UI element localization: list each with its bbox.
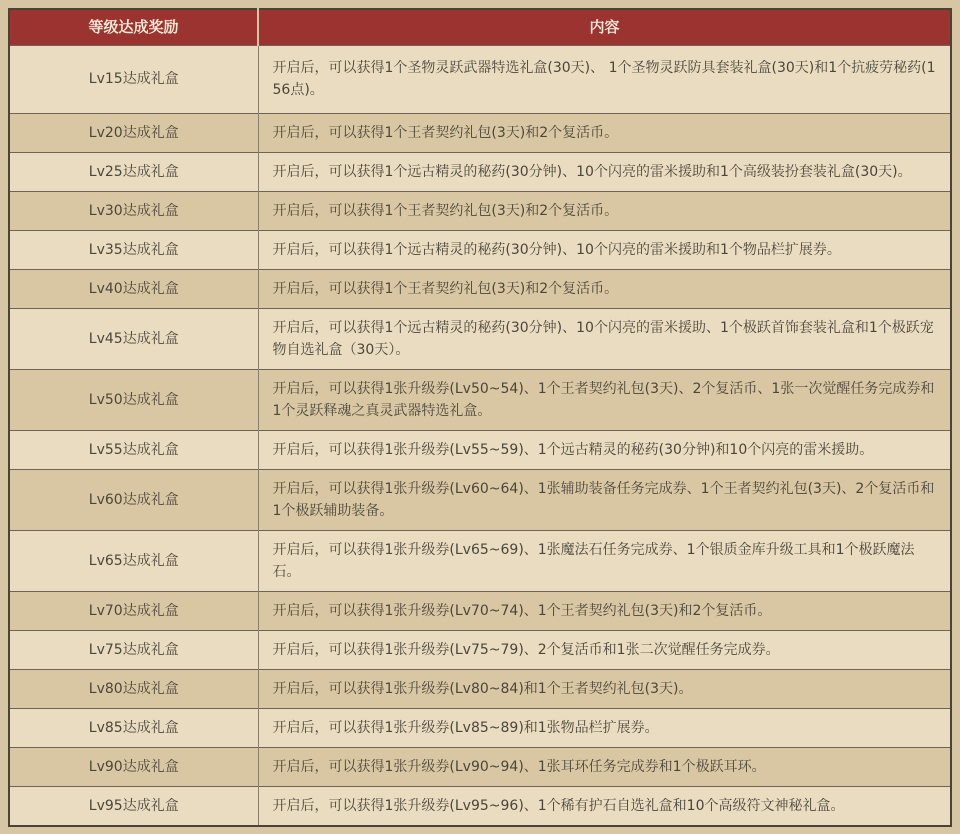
table-row bbox=[9, 114, 951, 153]
content-cell: 开启后，可以获得1张升级券(Lv90~94)、1张耳环任务完成券和1个极跃耳环。 bbox=[258, 748, 951, 787]
level-cell: Lv60达成礼盒 bbox=[9, 470, 258, 531]
level-cell: Lv65达成礼盒 bbox=[9, 531, 258, 592]
table-row bbox=[9, 787, 951, 827]
content-cell: 开启后，可以获得1张升级券(Lv75~79)、2个复活币和1张二次觉醒任务完成券。 bbox=[258, 631, 951, 670]
level-cell: Lv85达成礼盒 bbox=[9, 709, 258, 748]
level-cell: Lv70达成礼盒 bbox=[9, 592, 258, 631]
level-reward-table bbox=[8, 8, 952, 827]
content-cell: 开启后，可以获得1个圣物灵跃武器特选礼盒(30天)、 1个圣物灵跃防具套装礼盒(30天)和1个抗疲劳秘药(156点)。 bbox=[258, 46, 951, 114]
level-cell: Lv15达成礼盒 bbox=[9, 46, 258, 114]
table-row bbox=[9, 309, 951, 370]
content-cell: 开启后，可以获得1个王者契约礼包(3天)和2个复活币。 bbox=[258, 114, 951, 153]
content-cell: 开启后，可以获得1个远古精灵的秘药(30分钟)、10个闪亮的雷米援助和1个高级装扮套装礼盒(30天)。 bbox=[258, 153, 951, 192]
level-cell: Lv30达成礼盒 bbox=[9, 192, 258, 231]
column-header-content: 内容 bbox=[258, 9, 951, 46]
content-cell: 开启后，可以获得1个远古精灵的秘药(30分钟)、10个闪亮的雷米援助、1个极跃首饰套装礼盒和1个极跃宠物自选礼盒（30天）。 bbox=[258, 309, 951, 370]
content-cell: 开启后，可以获得1个王者契约礼包(3天)和2个复活币。 bbox=[258, 192, 951, 231]
level-cell: Lv90达成礼盒 bbox=[9, 748, 258, 787]
table-row bbox=[9, 531, 951, 592]
content-cell: 开启后，可以获得1张升级券(Lv55~59)、1个远古精灵的秘药(30分钟)和10个闪亮的雷米援助。 bbox=[258, 431, 951, 470]
level-cell: Lv35达成礼盒 bbox=[9, 231, 258, 270]
column-header-level-reward: 等级达成奖励 bbox=[9, 9, 258, 46]
table-row bbox=[9, 370, 951, 431]
content-cell: 开启后，可以获得1张升级券(Lv95~96)、1个稀有护石自选礼盒和10个高级符文神秘礼盒。 bbox=[258, 787, 951, 827]
header-row bbox=[9, 9, 951, 46]
table-row bbox=[9, 631, 951, 670]
content-cell: 开启后，可以获得1张升级券(Lv60~64)、1张辅助装备任务完成券、1个王者契约礼包(3天)、2个复活币和1个极跃辅助装备。 bbox=[258, 470, 951, 531]
content-cell: 开启后，可以获得1张升级券(Lv50~54)、1个王者契约礼包(3天)、2个复活币、1张一次觉醒任务完成券和1个灵跃释魂之真灵武器特选礼盒。 bbox=[258, 370, 951, 431]
level-cell: Lv75达成礼盒 bbox=[9, 631, 258, 670]
table-row bbox=[9, 592, 951, 631]
level-cell: Lv50达成礼盒 bbox=[9, 370, 258, 431]
table-row bbox=[9, 748, 951, 787]
content-cell: 开启后，可以获得1个远古精灵的秘药(30分钟)、10个闪亮的雷米援助和1个物品栏扩展券。 bbox=[258, 231, 951, 270]
content-cell: 开启后，可以获得1张升级券(Lv65~69)、1张魔法石任务完成券、1个银质金库升级工具和1个极跃魔法石。 bbox=[258, 531, 951, 592]
level-cell: Lv55达成礼盒 bbox=[9, 431, 258, 470]
level-cell: Lv95达成礼盒 bbox=[9, 787, 258, 827]
table-row bbox=[9, 470, 951, 531]
table-row bbox=[9, 431, 951, 470]
content-cell: 开启后，可以获得1个王者契约礼包(3天)和2个复活币。 bbox=[258, 270, 951, 309]
content-cell: 开启后，可以获得1张升级券(Lv80~84)和1个王者契约礼包(3天)。 bbox=[258, 670, 951, 709]
level-cell: Lv80达成礼盒 bbox=[9, 670, 258, 709]
level-cell: Lv45达成礼盒 bbox=[9, 309, 258, 370]
table-row bbox=[9, 192, 951, 231]
content-cell: 开启后，可以获得1张升级券(Lv70~74)、1个王者契约礼包(3天)和2个复活币。 bbox=[258, 592, 951, 631]
level-cell: Lv40达成礼盒 bbox=[9, 270, 258, 309]
level-cell: Lv25达成礼盒 bbox=[9, 153, 258, 192]
table-row bbox=[9, 46, 951, 114]
table-row bbox=[9, 270, 951, 309]
table-row bbox=[9, 153, 951, 192]
table-row bbox=[9, 709, 951, 748]
table-row bbox=[9, 670, 951, 709]
content-cell: 开启后，可以获得1张升级券(Lv85~89)和1张物品栏扩展券。 bbox=[258, 709, 951, 748]
level-cell: Lv20达成礼盒 bbox=[9, 114, 258, 153]
table-row bbox=[9, 231, 951, 270]
